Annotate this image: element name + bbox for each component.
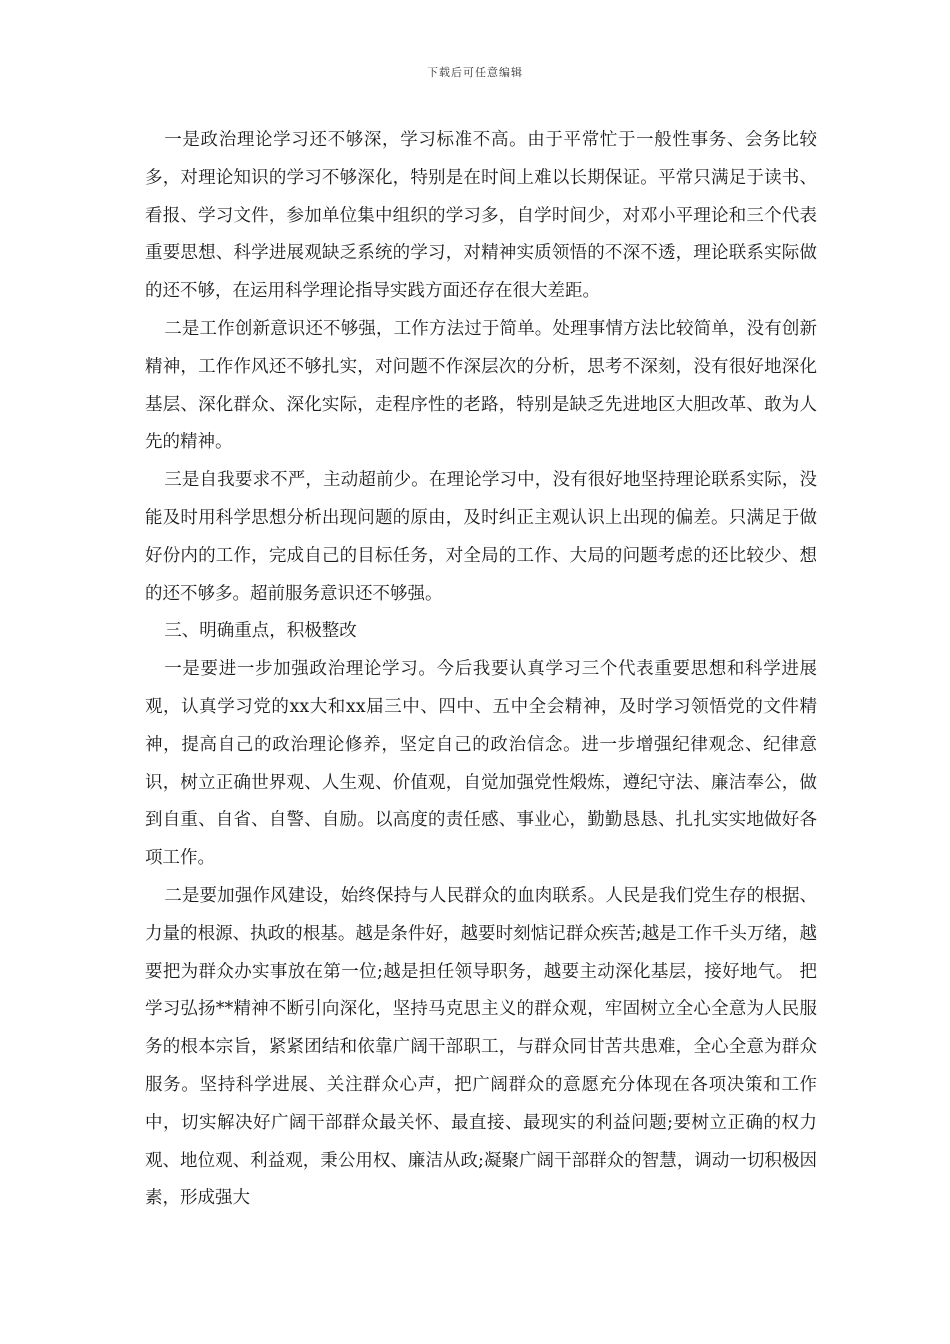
paragraph-1: 一是政治理论学习还不够深，学习标准不高。由于平常忙于一般性事务、会务比较多，对理论知识的学习不够深化，特别是在时间上难以长期保证。平常只满足于读书、看报、学习文件，参加单位集中组织的学习多，自学时间少，对邓小平理论和三个代表重要思想、科学进展观缺乏系统的学习，对精神实质领悟的不深不透，理论联系实际做的还不够，在运用科学理论指导实践方面还存在很大差距。 xyxy=(145,130,817,302)
paragraph-3: 三是自我要求不严，主动超前少。在理论学习中，没有很好地坚持理论联系实际，没能及时用科学思想分析出现问题的原由，及时纠正主观认识上出现的偏差。只满足于做好份内的工作，完成自己的目标任务，对全局的工作、大局的问题考虑的还比较少、想的还不够多。超前服务意识还不够强。 xyxy=(145,470,817,604)
page-header: 下载后可任意编辑 xyxy=(427,66,523,79)
paragraph-4: 一是要进一步加强政治理论学习。今后我要认真学习三个代表重要思想和科学进展观，认真学习党的xx大和xx届三中、四中、五中全会精神，及时学习领悟党的文件精神，提高自己的政治理论修养，坚定自己的政治信念。进一步增强纪律观念、纪律意识，树立正确世界观、人生观、价值观，自觉加强党性煅炼，遵纪守法、廉洁奉公，做到自重、自省、自警、自励。以高度的责任感、事业心，勤勤恳恳、扎扎实实地做好各项工作。 xyxy=(145,659,817,869)
document-body xyxy=(145,122,817,1218)
paragraph-2: 二是工作创新意识还不够强，工作方法过于简单。处理事情方法比较简单，没有创新精神，工作作风还不够扎实，对问题不作深层次的分析，思考不深刻，没有很好地深化基层、深化群众、深化实际，走程序性的老路，特别是缺乏先进地区大胆改革、敢为人先的精神。 xyxy=(145,318,817,453)
section-heading: 三、明确重点，积极整改 xyxy=(164,621,357,642)
paragraph-5: 二是要加强作风建设，始终保持与人民群众的血肉联系。人民是我们党生存的根据、力量的根源、执政的根基。越是条件好，越要时刻惦记群众疾苦;越是工作千头万绪，越要把为群众办实事放在第一位;越是担任领导职务，越要主动深化基层，接好地气。 把学习弘扬**精神不断引向深化，坚持马克思主义的群众观，牢固树立全心全意为人民服务的根本宗旨，紧紧团结和依靠广阔干部职工，与群众同甘苦共患难，全心全意为群众服务。坚持科学进展、关注群众心声，把广阔群众的意愿充分体现在各项决策和工作中，切实解决好广阔干部群众最关怀、最直接、最现实的利益问题;要树立正确的权力观、地位观、利益观，秉公用权、廉洁从政;凝聚广阔干部群众的智慧，调动一切积极因素，形成强大 xyxy=(145,885,817,1209)
